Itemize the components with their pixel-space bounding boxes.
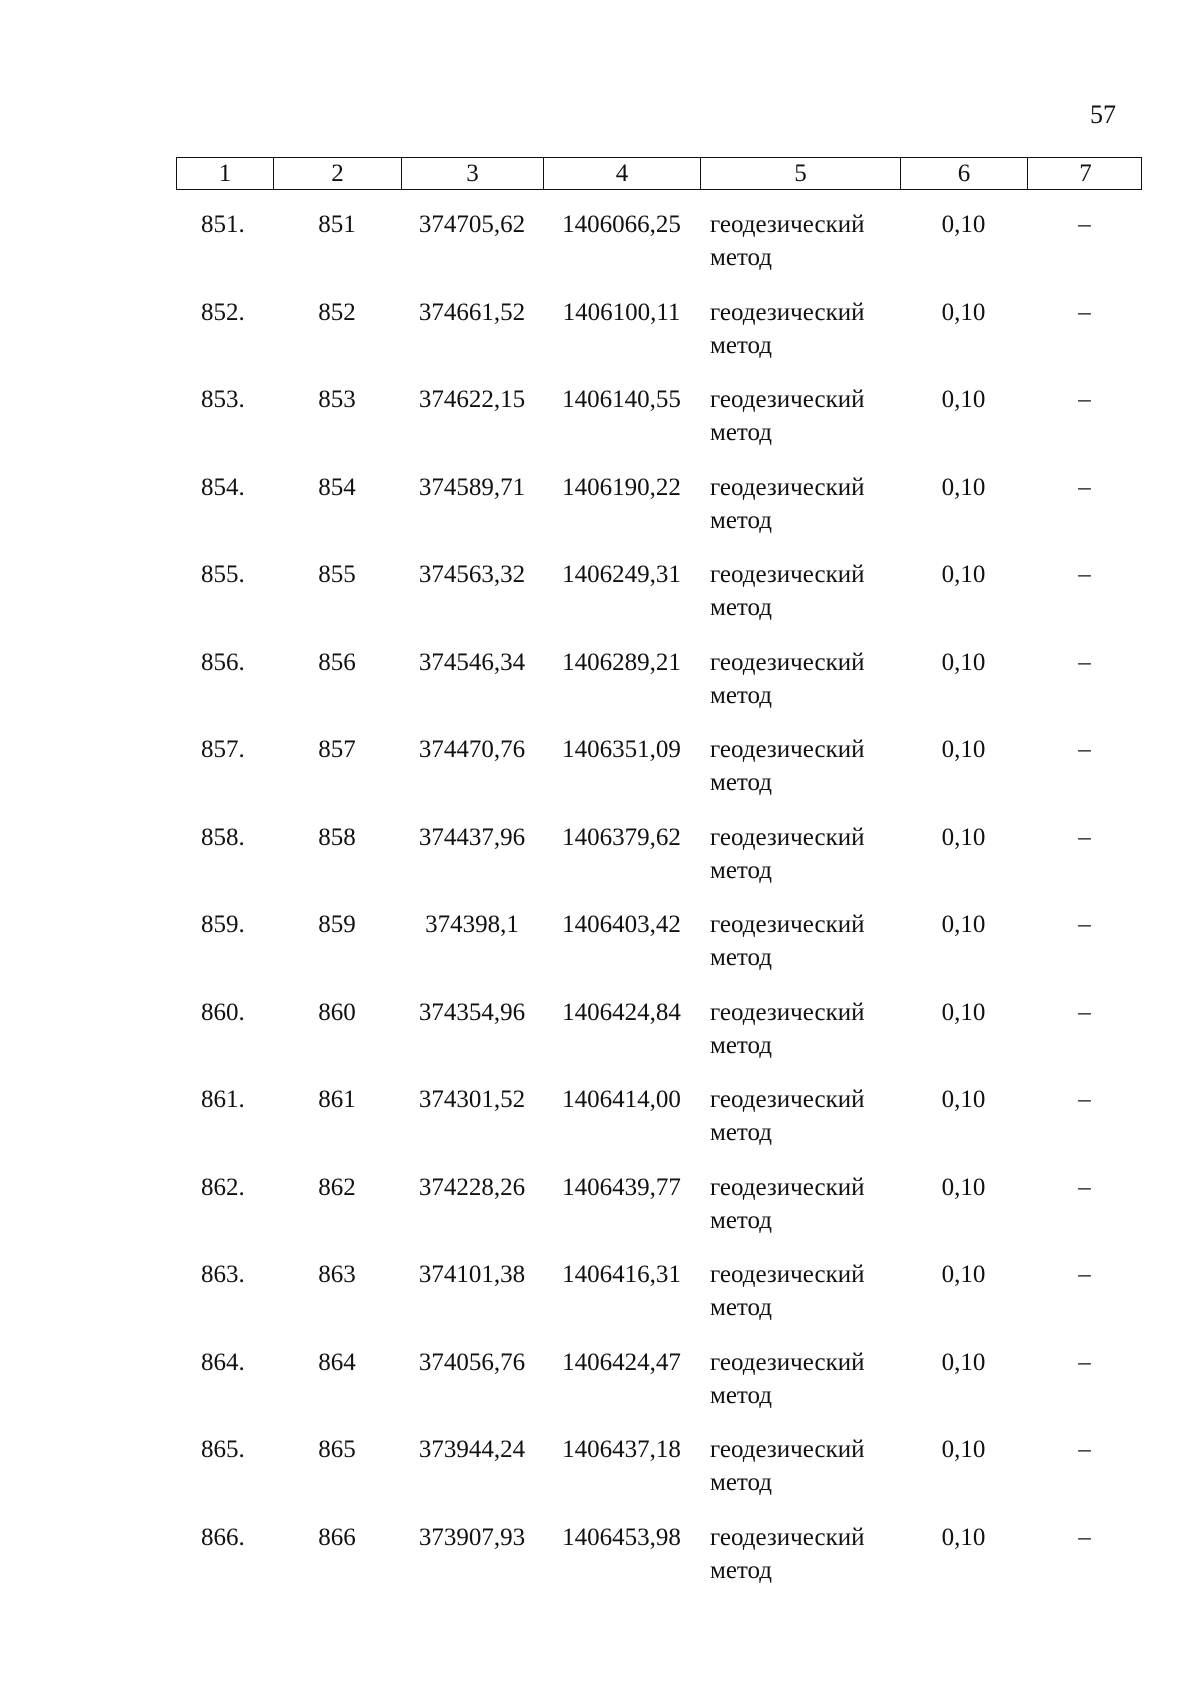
method-line-2: метод (710, 944, 773, 971)
table-row (176, 208, 1142, 296)
table-row (176, 1433, 1142, 1521)
header-cell-5: 5 (701, 158, 901, 189)
table-row (176, 733, 1142, 821)
y-coordinate: 1406190,22 (562, 473, 681, 501)
x-coordinate: 373944,24 (418, 1436, 526, 1463)
table-row (176, 996, 1142, 1084)
note-dash: – (1078, 386, 1091, 413)
header-cell-3: 3 (402, 158, 544, 189)
method-line-1: геодезический (710, 386, 865, 413)
accuracy: 0,10 (941, 298, 986, 326)
table-row (176, 1171, 1142, 1259)
point-id: 853 (318, 386, 356, 413)
header-cell-2: 2 (274, 158, 402, 189)
accuracy: 0,10 (941, 1436, 986, 1463)
header-cell-1: 1 (177, 158, 274, 189)
note-dash: – (1078, 998, 1091, 1026)
accuracy: 0,10 (941, 736, 986, 763)
point-id: 852 (318, 298, 356, 326)
x-coordinate: 374661,52 (418, 298, 526, 326)
note-dash: – (1078, 1086, 1091, 1113)
method-line-2: метод (710, 1556, 773, 1584)
y-coordinate: 1406424,84 (562, 998, 681, 1026)
note-dash: – (1078, 1261, 1091, 1288)
method-line-2: метод (710, 1381, 773, 1409)
accuracy: 0,10 (941, 1261, 986, 1288)
note-dash: – (1078, 561, 1091, 588)
method-line-1: геодезический (710, 298, 865, 326)
accuracy: 0,10 (941, 998, 986, 1026)
point-id: 851 (318, 211, 356, 238)
method-line-2: метод (710, 419, 773, 446)
x-coordinate: 374622,15 (418, 386, 526, 413)
row-number: 852. (201, 298, 245, 326)
y-coordinate: 1406437,18 (562, 1436, 681, 1463)
note-dash: – (1078, 1436, 1091, 1463)
method-line-1: геодезический (710, 648, 865, 676)
y-coordinate: 1406453,98 (562, 1523, 681, 1551)
point-id: 856 (318, 648, 356, 676)
row-number: 854. (201, 473, 245, 501)
y-coordinate: 1406289,21 (562, 648, 681, 676)
y-coordinate: 1406140,55 (562, 386, 681, 413)
method-line-2: метод (710, 331, 773, 359)
x-coordinate: 374546,34 (418, 648, 526, 676)
accuracy: 0,10 (941, 911, 986, 938)
method-cell (700, 208, 900, 296)
accuracy: 0,10 (941, 211, 986, 238)
method-line-1: геодезический (710, 473, 865, 501)
note-dash: – (1078, 298, 1091, 326)
note-dash: – (1078, 736, 1091, 763)
y-coordinate: 1406100,11 (562, 298, 681, 326)
accuracy: 0,10 (941, 473, 986, 501)
x-coordinate: 374589,71 (418, 473, 526, 501)
point-id: 858 (318, 823, 356, 851)
table-row (176, 646, 1142, 734)
method-line-2: метод (710, 1469, 773, 1496)
row-number: 863. (201, 1261, 245, 1288)
accuracy: 0,10 (941, 561, 986, 588)
page-number: 57 (1090, 100, 1116, 129)
method-line-1: геодезический (710, 911, 865, 938)
method-cell (700, 733, 900, 821)
method-line-1: геодезический (710, 211, 865, 238)
y-coordinate: 1406249,31 (562, 561, 681, 588)
method-cell (700, 1258, 900, 1346)
x-coordinate: 374470,76 (418, 736, 526, 763)
row-number: 851. (201, 211, 245, 238)
method-line-2: метод (710, 1294, 773, 1321)
point-id: 859 (318, 911, 356, 938)
accuracy: 0,10 (941, 823, 986, 851)
table-body (176, 208, 1142, 1608)
row-number: 858. (201, 823, 245, 851)
method-line-2: метод (710, 1206, 773, 1234)
accuracy: 0,10 (941, 386, 986, 413)
table-row (176, 1521, 1142, 1609)
method-line-2: метод (710, 506, 773, 534)
method-cell (700, 558, 900, 646)
method-cell (700, 996, 900, 1084)
note-dash: – (1078, 1173, 1091, 1201)
row-number: 866. (201, 1523, 245, 1551)
method-cell (700, 646, 900, 734)
method-line-1: геодезический (710, 736, 865, 763)
point-id: 855 (318, 561, 356, 588)
y-coordinate: 1406416,31 (562, 1261, 681, 1288)
row-number: 862. (201, 1173, 245, 1201)
accuracy: 0,10 (941, 648, 986, 676)
x-coordinate: 374101,38 (418, 1261, 526, 1288)
x-coordinate: 374563,32 (418, 561, 526, 588)
method-line-2: метод (710, 856, 773, 884)
point-id: 854 (318, 473, 356, 501)
header-cell-6: 6 (901, 158, 1028, 189)
row-number: 861. (201, 1086, 245, 1113)
table-row (176, 1258, 1142, 1346)
accuracy: 0,10 (941, 1523, 986, 1551)
note-dash: – (1078, 823, 1091, 851)
method-line-2: метод (710, 1119, 773, 1146)
row-number: 859. (201, 911, 245, 938)
x-coordinate: 374705,62 (418, 211, 526, 238)
y-coordinate: 1406424,47 (562, 1348, 681, 1376)
method-line-1: геодезический (710, 823, 865, 851)
method-cell (700, 383, 900, 471)
note-dash: – (1078, 648, 1091, 676)
method-cell (700, 1171, 900, 1259)
table-header (176, 157, 1142, 190)
table-row (176, 558, 1142, 646)
row-number: 855. (201, 561, 245, 588)
note-dash: – (1078, 473, 1091, 501)
method-line-2: метод (710, 244, 773, 271)
x-coordinate: 373907,93 (418, 1523, 526, 1551)
x-coordinate: 374056,76 (418, 1348, 526, 1376)
method-line-1: геодезический (710, 561, 865, 588)
point-id: 863 (318, 1261, 356, 1288)
y-coordinate: 1406439,77 (562, 1173, 681, 1201)
method-line-2: метод (710, 1031, 773, 1059)
table-row (176, 1083, 1142, 1171)
note-dash: – (1078, 911, 1091, 938)
method-cell (700, 1521, 900, 1609)
y-coordinate: 1406403,42 (562, 911, 681, 938)
header-cell-4: 4 (544, 158, 701, 189)
method-cell (700, 821, 900, 909)
x-coordinate: 374398,1 (425, 911, 519, 938)
y-coordinate: 1406414,00 (562, 1086, 681, 1113)
row-number: 865. (201, 1436, 245, 1463)
y-coordinate: 1406351,09 (562, 736, 681, 763)
x-coordinate: 374437,96 (418, 823, 526, 851)
point-id: 861 (318, 1086, 356, 1113)
method-line-1: геодезический (710, 1436, 865, 1463)
table-row (176, 1346, 1142, 1434)
method-line-1: геодезический (710, 1086, 865, 1113)
row-number: 856. (201, 648, 245, 676)
note-dash: – (1078, 1348, 1091, 1376)
x-coordinate: 374228,26 (418, 1173, 526, 1201)
method-cell (700, 908, 900, 996)
point-id: 864 (318, 1348, 356, 1376)
method-line-1: геодезический (710, 998, 865, 1026)
note-dash: – (1078, 211, 1091, 238)
table-row (176, 908, 1142, 996)
x-coordinate: 374354,96 (418, 998, 526, 1026)
accuracy: 0,10 (941, 1173, 986, 1201)
table-row (176, 296, 1142, 384)
row-number: 864. (201, 1348, 245, 1376)
table-row (176, 383, 1142, 471)
row-number: 857. (201, 736, 245, 763)
method-line-2: метод (710, 681, 773, 709)
point-id: 860 (318, 998, 356, 1026)
method-line-1: геодезический (710, 1523, 865, 1551)
point-id: 866 (318, 1523, 356, 1551)
note-dash: – (1078, 1523, 1091, 1551)
row-number: 860. (201, 998, 245, 1026)
method-line-1: геодезический (710, 1348, 865, 1376)
method-line-1: геодезический (710, 1173, 865, 1201)
x-coordinate: 374301,52 (418, 1086, 526, 1113)
y-coordinate: 1406379,62 (562, 823, 681, 851)
table-row (176, 821, 1142, 909)
coordinates-table (176, 157, 1142, 1584)
table-row (176, 471, 1142, 559)
method-cell (700, 1346, 900, 1434)
header-cell-7: 7 (1079, 160, 1092, 187)
method-line-2: метод (710, 769, 773, 796)
point-id: 862 (318, 1173, 356, 1201)
point-id: 857 (318, 736, 356, 763)
accuracy: 0,10 (941, 1086, 986, 1113)
method-cell (700, 1433, 900, 1521)
method-cell (700, 1083, 900, 1171)
point-id: 865 (318, 1436, 356, 1463)
method-cell (700, 471, 900, 559)
row-number: 853. (201, 386, 245, 413)
y-coordinate: 1406066,25 (562, 211, 681, 238)
method-line-2: метод (710, 594, 773, 621)
method-line-1: геодезический (710, 1261, 865, 1288)
method-cell (700, 296, 900, 384)
accuracy: 0,10 (941, 1348, 986, 1376)
